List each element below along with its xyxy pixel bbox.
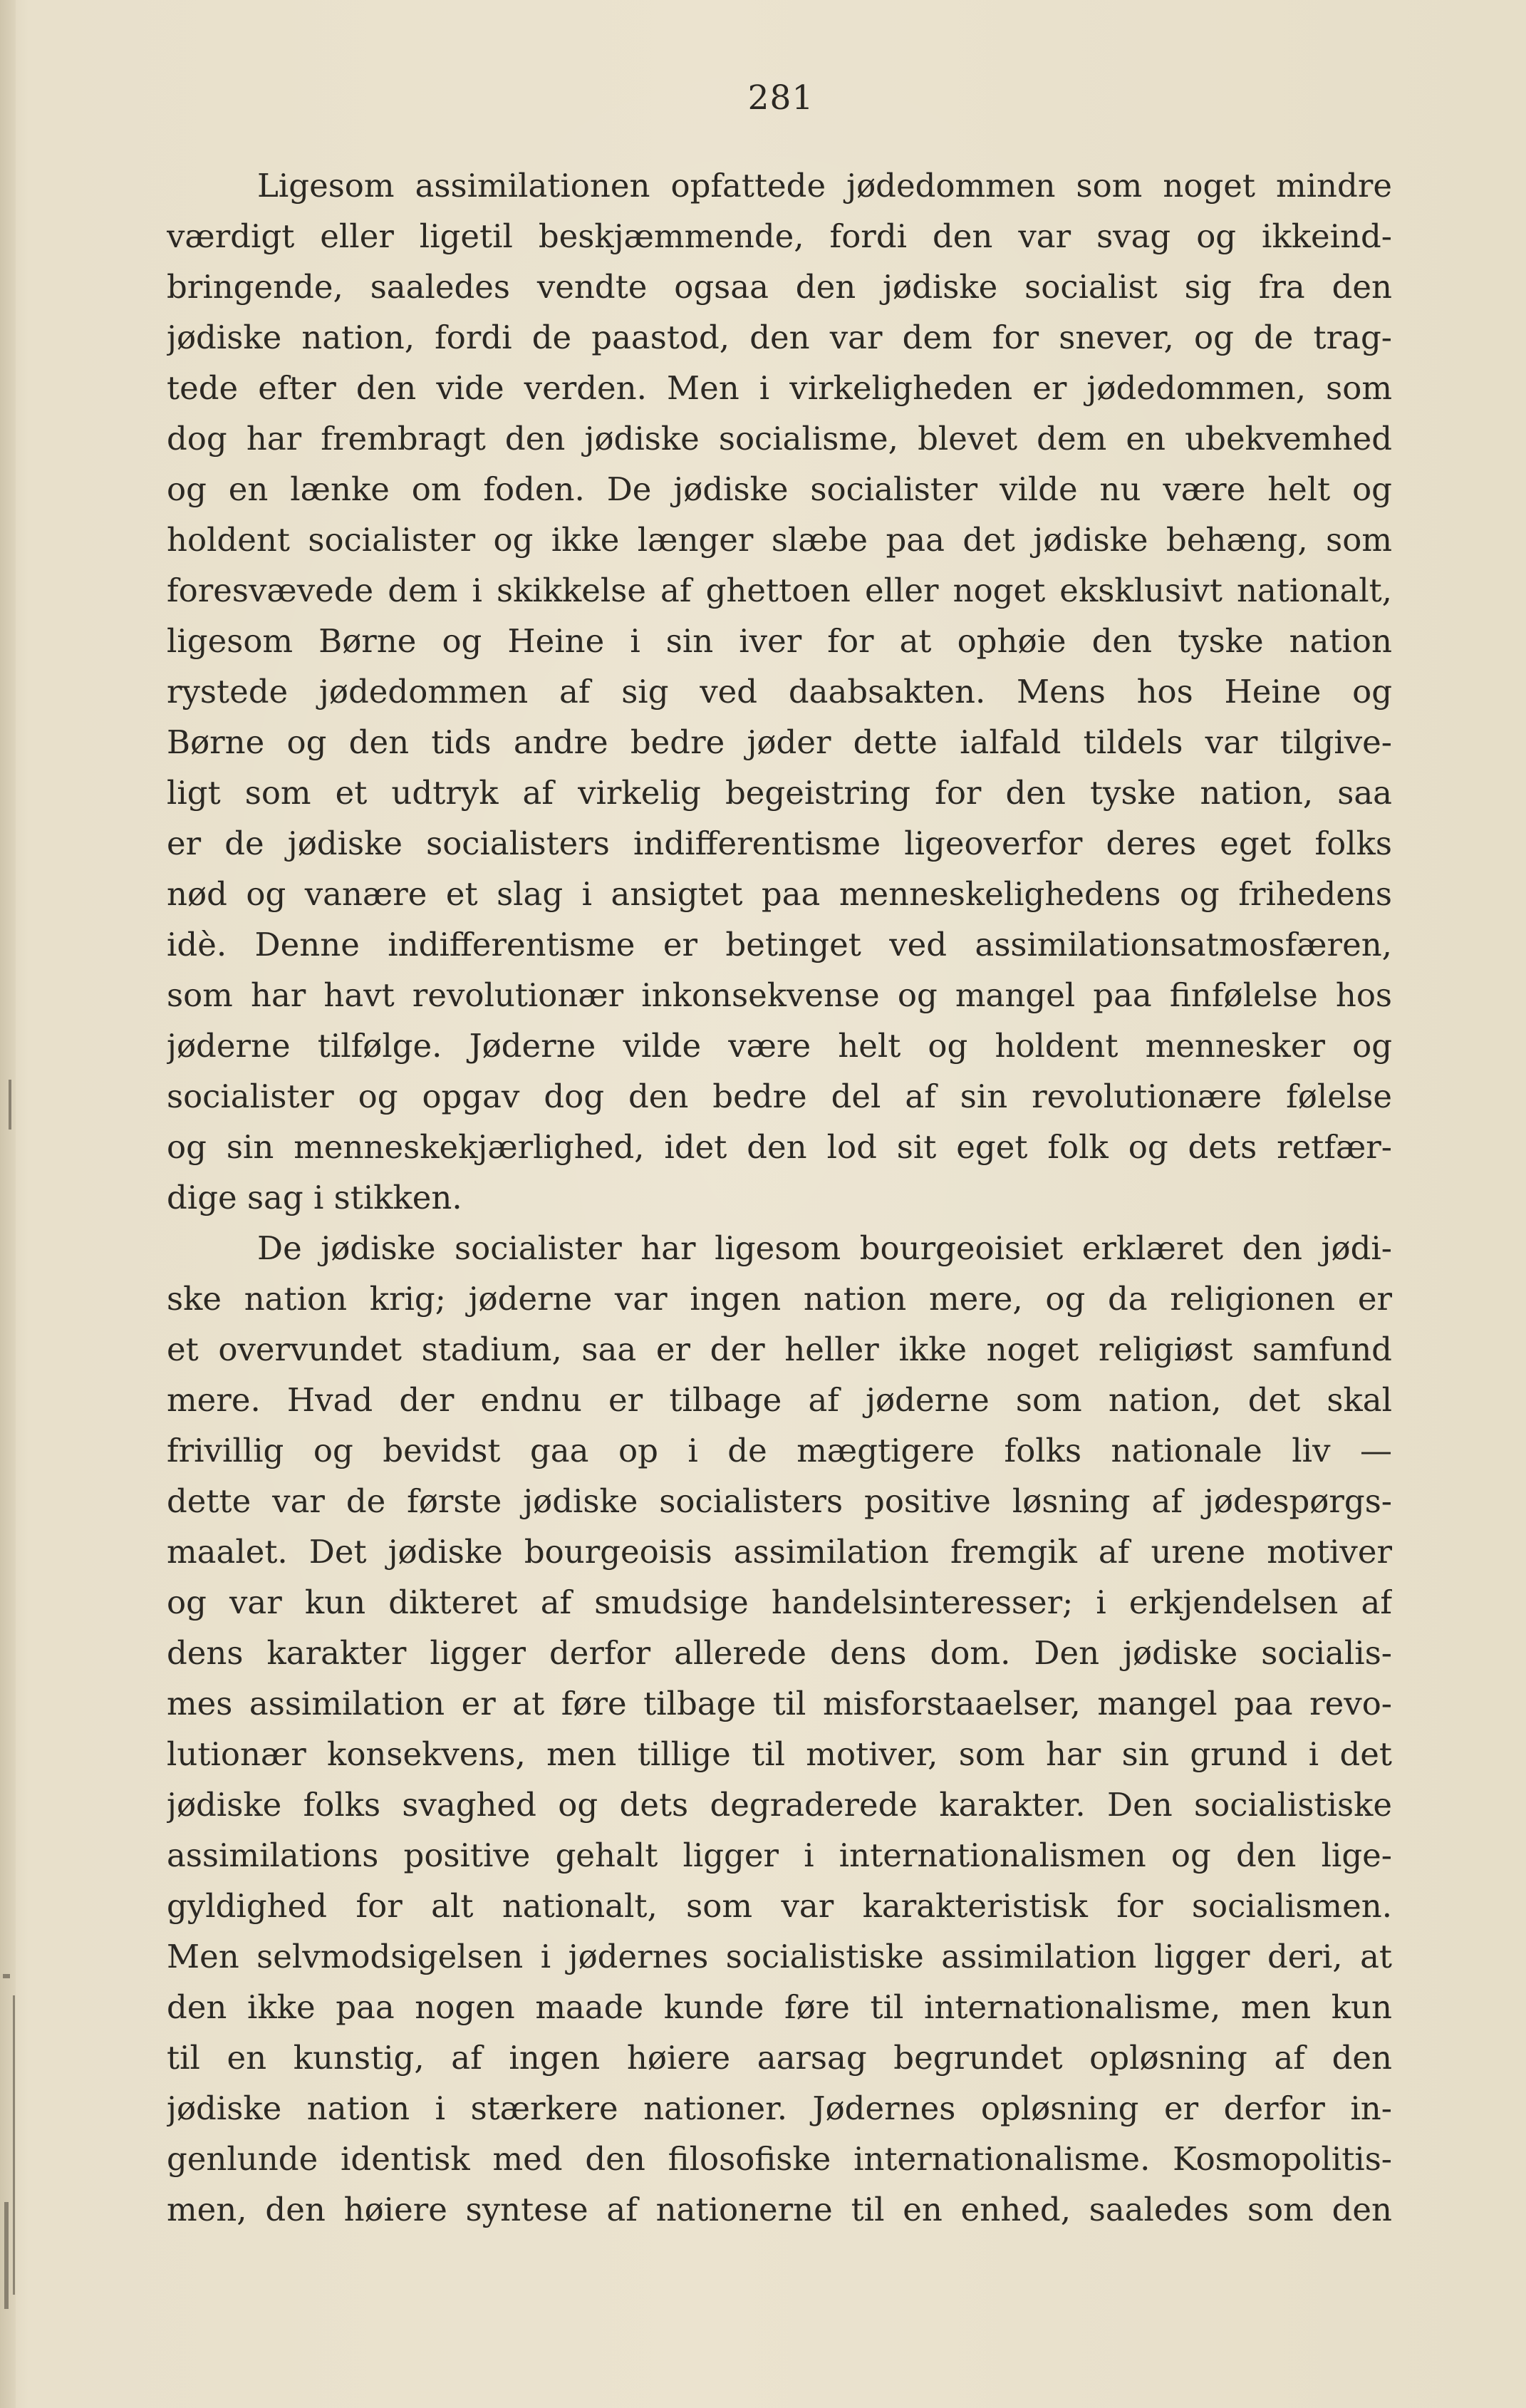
text-line: ske nation krig; jøderne var ingen nation mere, og da religionen er [167, 1280, 1392, 1318]
text-line: De jødiske socialister har ligesom bourgeoisiet erklæret den jødi- [257, 1229, 1392, 1267]
text-line: er de jødiske socialisters indifferentisme ligeoverfor deres eget folks [167, 825, 1392, 862]
paragraph [167, 160, 1392, 1223]
text-line: Børne og den tids andre bedre jøder dette ialfald tildels var tilgive- [167, 723, 1392, 761]
text-line: og sin menneskekjærlighed, idet den lod sit eget folk og dets retfær- [167, 1128, 1392, 1166]
margin-mark [3, 1974, 10, 1978]
text-line: og var kun dikteret af smudsige handelsinteresser; i erkjendelsen af [167, 1583, 1392, 1621]
text-line: maalet. Det jødiske bourgeoisis assimilation fremgik af urene motiver [167, 1533, 1392, 1571]
text-line: jødiske nation, fordi de paastod, den var dem for snever, og de trag- [167, 319, 1392, 356]
text-line: Ligesom assimilationen opfattede jødedommen som noget mindre [257, 167, 1392, 205]
text-line: tede efter den vide verden. Men i virkeligheden er jødedommen, som [167, 369, 1392, 407]
page-number: 281 [747, 78, 814, 118]
text-line: ligt som et udtryk af virkelig begeistring for den tyske nation, saa [167, 774, 1392, 812]
text-line: mes assimilation er at føre tilbage til misforstaaelser, mangel paa revo- [167, 1685, 1392, 1722]
margin-mark [13, 1995, 15, 2295]
text-line: socialister og opgav dog den bedre del af sin revolutionære følelse [167, 1078, 1392, 1115]
text-line: lutionær konsekvens, men tillige til motiver, som har sin grund i det [167, 1735, 1392, 1773]
text-line: gyldighed for alt nationalt, som var karakteristisk for socialismen. [167, 1887, 1392, 1925]
text-line: dog har frembragt den jødiske socialisme, blevet dem en ubekvemhed [167, 420, 1392, 458]
text-line: idè. Denne indifferentisme er betinget ved assimilationsatmosfæren, [167, 926, 1392, 963]
text-line: holdent socialister og ikke længer slæbe paa det jødiske behæng, som [167, 521, 1392, 559]
text-line: mere. Hvad der endnu er tilbage af jøderne som nation, det skal [167, 1381, 1392, 1419]
text-line: genlunde identisk med den filosofiske internationalisme. Kosmopolitis- [167, 2140, 1392, 2178]
text-line: dige sag i stikken. [167, 1179, 462, 1216]
text-line: jøderne tilfølge. Jøderne vilde være helt og holdent mennesker og [167, 1027, 1392, 1065]
text-line: et overvundet stadium, saa er der heller ikke noget religiøst samfund [167, 1330, 1392, 1368]
text-line: ligesom Børne og Heine i sin iver for at ophøie den tyske nation [167, 622, 1392, 660]
margin-mark [4, 2202, 9, 2309]
text-line: assimilations positive gehalt ligger i internationalismen og den lige- [167, 1836, 1392, 1874]
text-line: frivillig og bevidst gaa op i de mægtigere folks nationale liv — [167, 1432, 1392, 1469]
text-line: dens karakter ligger derfor allerede dens dom. Den jødiske socialis- [167, 1634, 1392, 1672]
text-line: nød og vanære et slag i ansigtet paa menneskelighedens og frihedens [167, 875, 1392, 913]
text-line: jødiske nation i stærkere nationer. Jødernes opløsning er derfor in- [167, 2089, 1392, 2127]
margin-mark [9, 1080, 11, 1130]
text-line: og en lænke om foden. De jødiske socialister vilde nu være helt og [167, 470, 1392, 508]
text-line: foresvævede dem i skikkelse af ghettoen eller noget eksklusivt nationalt, [167, 572, 1392, 609]
text-line: rystede jødedommen af sig ved daabsakten. Mens hos Heine og [167, 673, 1392, 710]
text-line: bringende, saaledes vendte ogsaa den jødiske socialist sig fra den [167, 268, 1392, 306]
text-line: dette var de første jødiske socialisters positive løsning af jødespørgs- [167, 1482, 1392, 1520]
text-line: værdigt eller ligetil beskjæmmende, fordi den var svag og ikkeind- [167, 217, 1392, 255]
paragraph [167, 1223, 1392, 2235]
text-line: jødiske folks svaghed og dets degraderede karakter. Den socialistiske [167, 1786, 1392, 1824]
text-line: som har havt revolutionær inkonsekvense og mangel paa finfølelse hos [167, 976, 1392, 1014]
text-line: til en kunstig, af ingen høiere aarsag begrundet opløsning af den [167, 2039, 1392, 2077]
body-text [167, 160, 1392, 2235]
text-line: men, den høiere syntese af nationerne til en enhed, saaledes som den [167, 2191, 1392, 2228]
text-line: den ikke paa nogen maade kunde føre til internationalisme, men kun [167, 1988, 1392, 2026]
text-line: Men selvmodsigelsen i jødernes socialistiske assimilation ligger deri, at [167, 1938, 1392, 1975]
